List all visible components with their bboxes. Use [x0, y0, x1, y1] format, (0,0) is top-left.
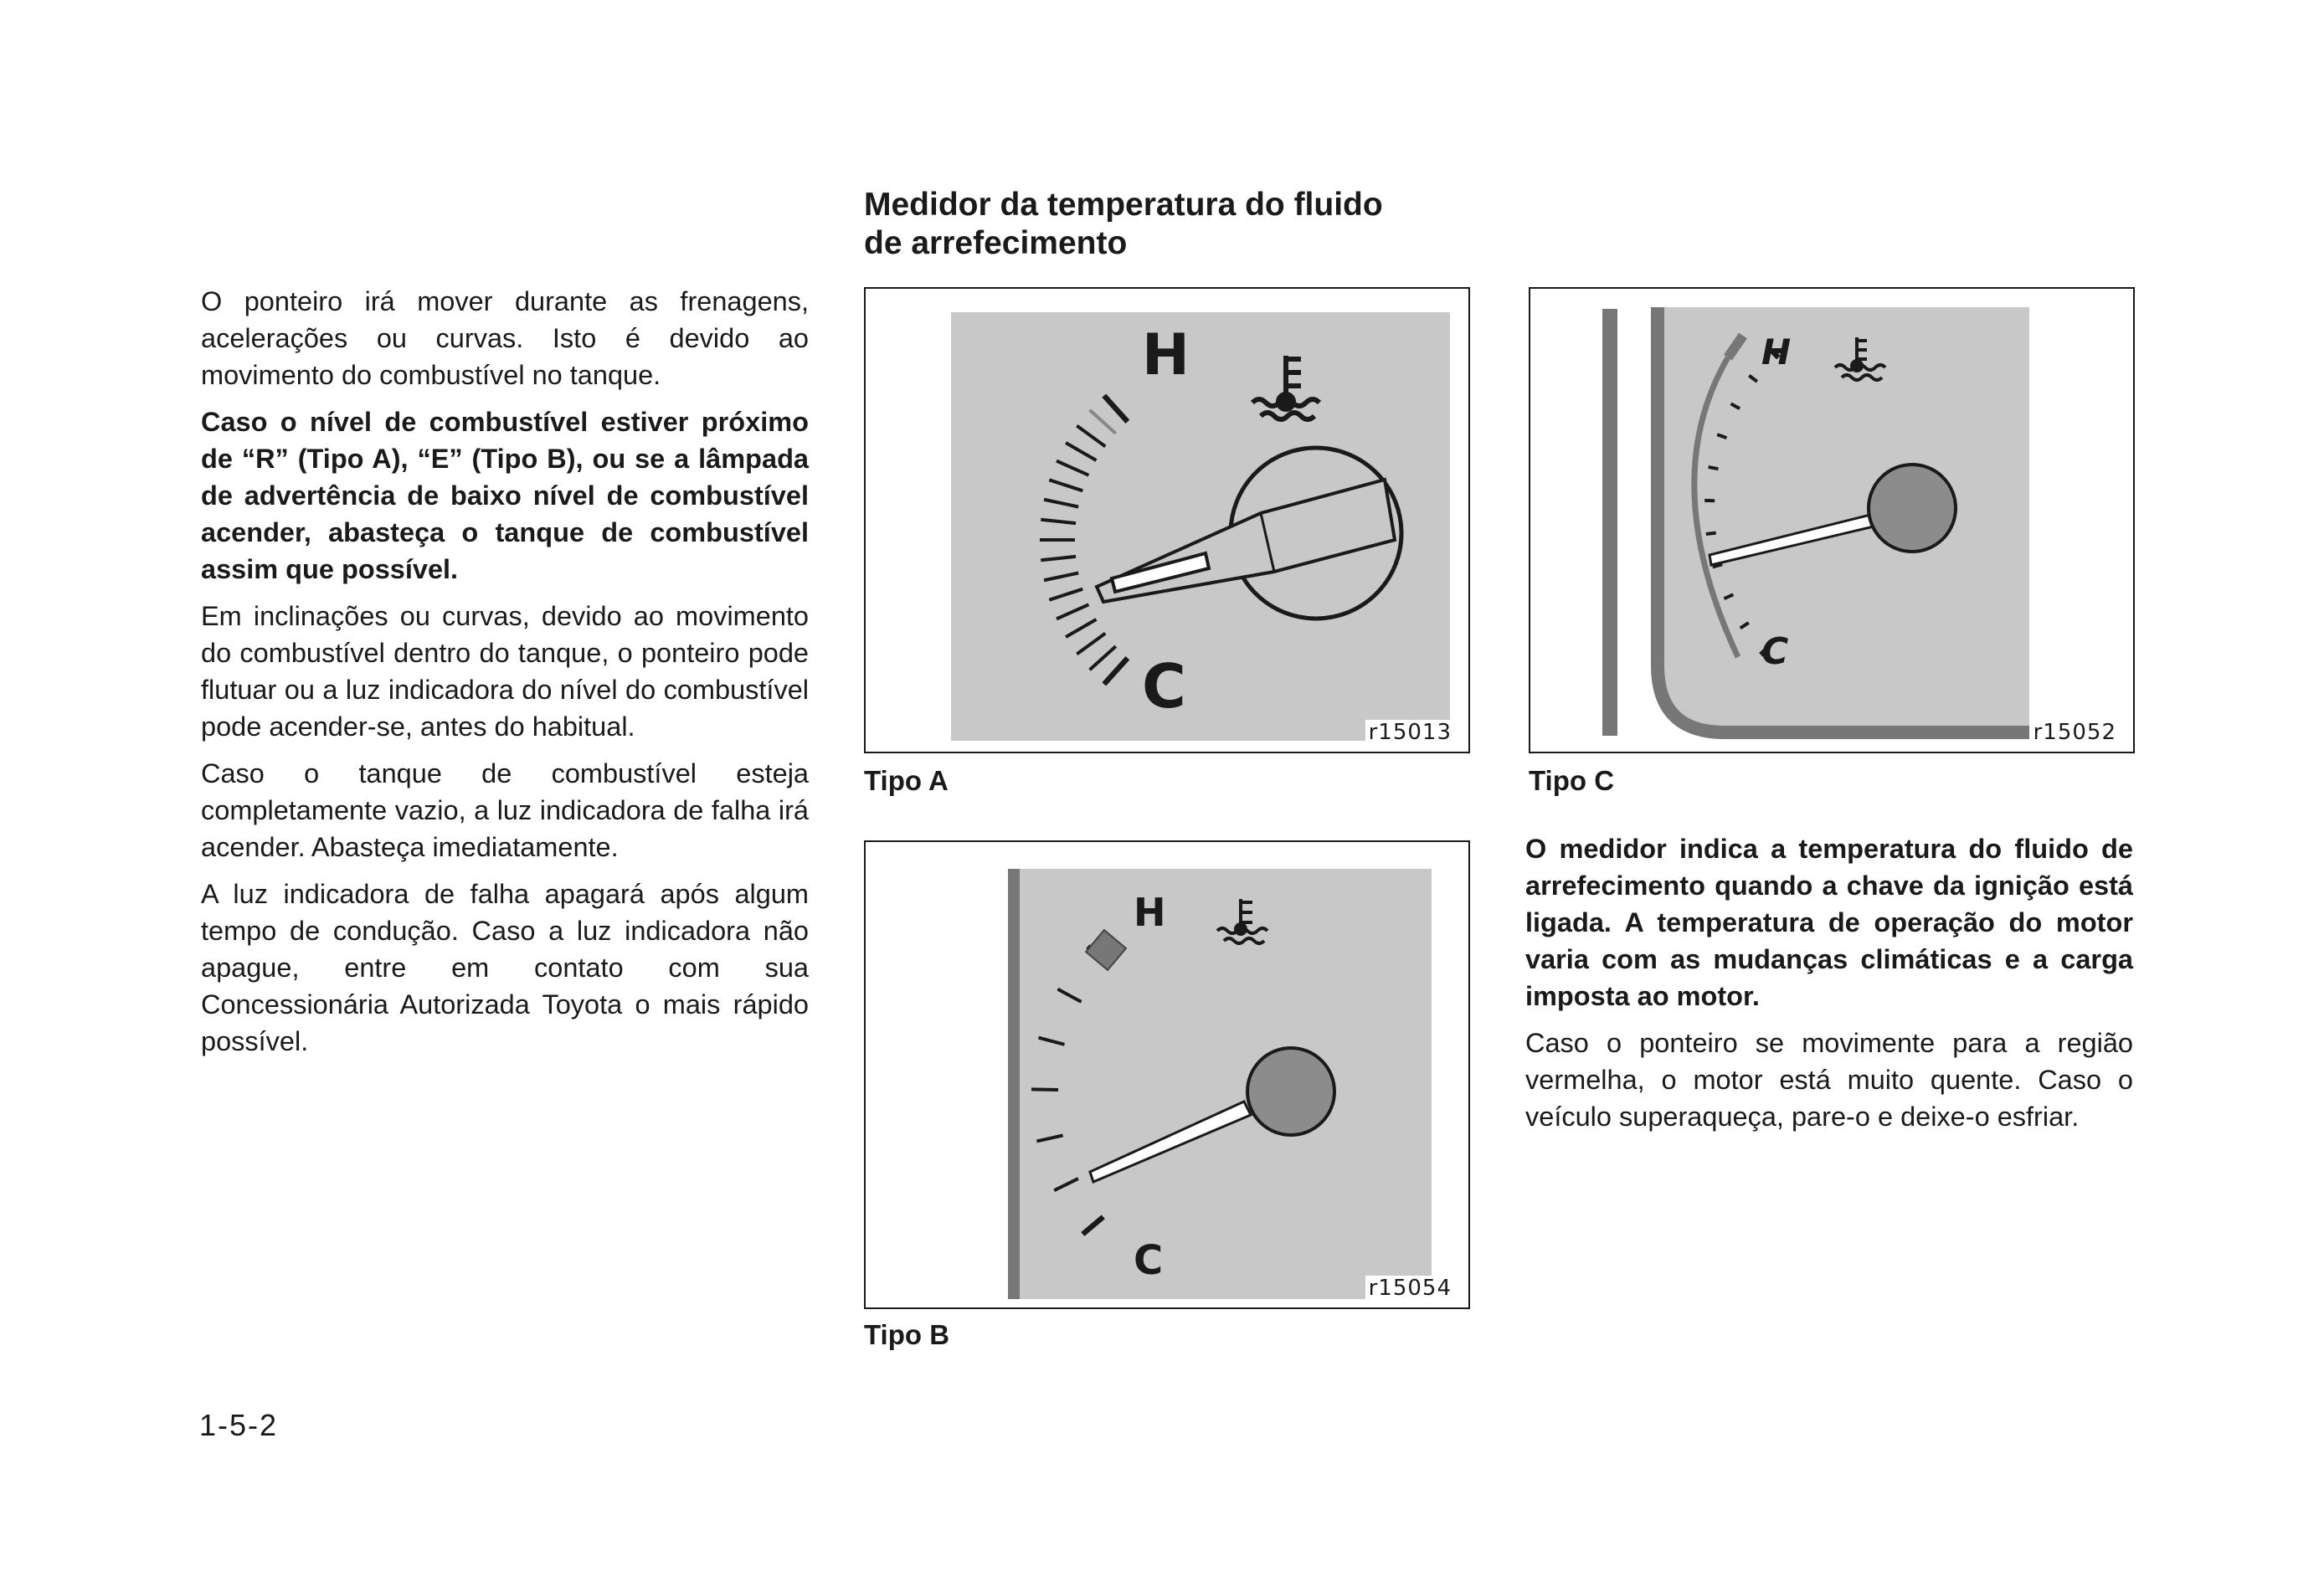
tipo-b-gauge-face — [1008, 869, 1432, 1299]
figure-tipo-b — [864, 840, 1470, 1309]
right-paragraph-2: Caso o ponteiro se movimente para a região vermelha, o motor está muito quente. Caso o veículo superaqueça, pare-o e deixe-o esfriar. — [1525, 1028, 2133, 1132]
left-paragraph-4: Caso o tanque de combustível esteja completamente vazio, a luz indicadora de falha irá acender. Abasteça imediatamente. — [201, 758, 809, 862]
tipo-b-bezel-edge — [1008, 869, 1020, 1299]
tipo-c-figure-code: r15052 — [2030, 720, 2120, 745]
page-number: 1-5-2 — [199, 1408, 279, 1442]
tipo-c-hub — [1869, 465, 1956, 552]
tipo-a-hot-label: H — [1142, 322, 1190, 388]
tipo-b-hot-label: H — [1134, 890, 1166, 935]
tipo-b-figure-code: r15054 — [1365, 1276, 1455, 1301]
tipo-c-scale-tick — [1706, 533, 1716, 534]
tipo-a-caption: Tipo A — [864, 765, 949, 796]
left-column — [201, 283, 809, 1070]
tipo-c-gauge-illustration — [1530, 289, 2136, 755]
left-paragraph-5: A luz indicadora de falha apagará após algum tempo de condução. Caso a luz indicadora não apague, entre em contato com sua Concessionária Autorizada Toyota o mais rápido possível. — [201, 879, 809, 1056]
right-paragraph-1: O medidor indica a temperatura do fluido de arrefecimento quando a chave da ignição está ligada. A temperatura de operação do motor varia com as mudanças climáticas e a carga imposta ao motor. — [1525, 834, 2133, 1011]
tipo-b-caption: Tipo B — [864, 1319, 950, 1350]
tipo-a-gauge-illustration — [866, 289, 1472, 755]
section-title-line-2: de arrefecimento — [864, 225, 1128, 261]
figure-tipo-a — [864, 287, 1470, 753]
tipo-a-cold-label: C — [1142, 651, 1186, 722]
tipo-c-left-bar — [1602, 309, 1617, 736]
tipo-c-caption: Tipo C — [1529, 765, 1615, 796]
tipo-c-scale-tick — [1709, 467, 1719, 469]
tipo-a-figure-code: r15013 — [1365, 720, 1455, 745]
left-paragraph-3: Em inclinações ou curvas, devido ao movimento do combustível dentro do tanque, o ponteiro pode flutuar ou a luz indicadora do nível do combustível pode acender-se, antes do habitual. — [201, 601, 809, 742]
section-title — [864, 186, 1500, 263]
figure-tipo-c — [1529, 287, 2135, 753]
right-column — [1525, 830, 2133, 1145]
tipo-c-gauge-face — [1658, 307, 2029, 732]
tipo-b-hub — [1247, 1048, 1334, 1135]
section-title-line-1: Medidor da temperatura do fluido — [864, 187, 1383, 223]
tipo-b-gauge-illustration — [866, 842, 1472, 1311]
left-paragraph-2-warning: Caso o nível de combustível estiver próximo de “R” (Tipo A), “E” (Tipo B), ou se a lâmpada de advertência de baixo nível de combustível acender, abasteça o tanque de combustível assim que possível. — [201, 407, 809, 584]
tipo-c-hot-label: H — [1761, 331, 1792, 372]
tipo-b-cold-label: C — [1134, 1237, 1164, 1284]
left-paragraph-1: O ponteiro irá mover durante as frenagens, acelerações ou curvas. Isto é devido ao movimento do combustível no tanque. — [201, 286, 809, 390]
tipo-b-scale-tick — [1031, 1089, 1058, 1090]
tipo-c-cold-label: C — [1761, 630, 1789, 673]
